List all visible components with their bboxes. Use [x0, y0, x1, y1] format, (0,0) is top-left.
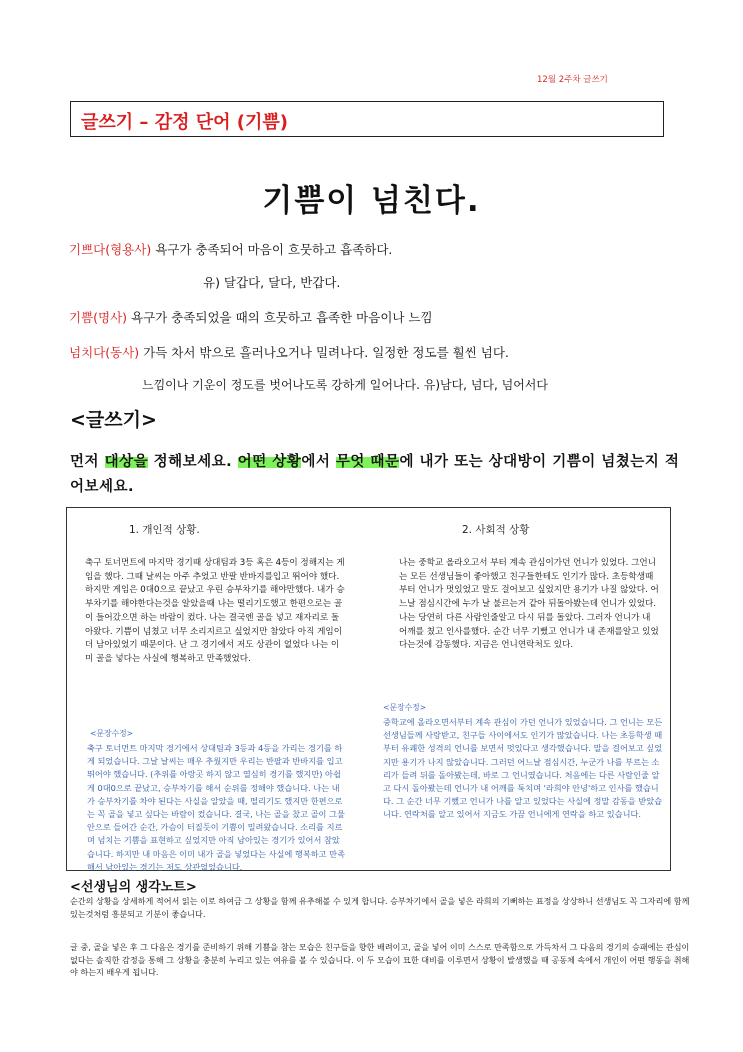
writing-instruction: [70, 450, 680, 500]
left-revision-text: 축구 토너먼트 마지막 경기에서 상대팀과 3등과 4등을 가리는 경기를 하게 되었습니다. 그날 날씨는 매우 추웠지만 우리는 반팔과 반바지를 입고 뛰어야 했습니다. (추위를 아랑곳 하지 않고 열심히 경기를 했지만) 아쉽게 0대0으로 끝났고, 승부차기를 해서 순위를 정해야 했습니다. 나는 내가 승부차기를 차야 된다는 사실을 알았을 때, 떨리기도 했지만 한편으로는 꼭 골을 넣고 싶다는 바람이 컸습니다. 결국, 나는 골을 찼고 골이 그물 안으로 들어간 순간, 가슴이 터질듯이 기쁨이 밀려왔습니다. 소리를 지르며 넘치는 기쁨을 표현하고 싶었지만 아직 남아있는 경기가 있어서 참았습니다. 하지만 내 마음은 이미 내가 골을 넣었다는 사실에 행복하고 만족해서 남아있는 경기는 저도 상관없었습니다.: [87, 743, 345, 872]
teacher-notes-paragraph-2: 글 중, 골을 넣은 후 그 다음은 경기를 준비하기 위해 기쁨을 참는 모습은 친구들을 향한 배려이고, 골을 넣어 이미 스스로 만족함으로 가득차서 그 다음의 경기의 승패에는 관심이 없다는 솔직한 감정을 통해 그 상황을 충분히 누리고 있는 여유를 볼 수 있습니다. 이 두 모습이 묘한 대비를 이루면서 상황이 발생했을 때 공동체 속에서 개인이 어떤 행동을 취해야 하는지 배우게 됩니다.: [70, 942, 690, 977]
right-column-title: 2. 사회적 상황: [462, 524, 530, 536]
instruction-text-2: 정해보세요.: [148, 454, 238, 470]
teacher-notes-paragraph-1: 순간의 상황을 상세하게 적어서 읽는 이로 하여금 그 상황을 함께 유추해볼 수 있게 합니다. 승부차기에서 골을 넣은 라희의 기뻐하는 표정을 상상하니 선생님도 꼭 그자리에 함께 있는것처럼 흥분되고 기분이 좋습니다.: [70, 896, 690, 919]
definition-2: [69, 308, 433, 326]
instruction-text-1: 먼저: [70, 454, 105, 470]
definition-3-text: 가득 차서 밖으로 흘러나오거나 밀려나다. 일정한 정도를 훨씬 넘다.: [139, 345, 509, 360]
definition-3-continued: 느낌이나 기운이 정도를 벗어나도록 강하게 일어나다. 유)남다, 넘다, 넘어서다: [142, 378, 548, 392]
definition-1-text: 욕구가 충족되어 마음이 흐뭇하고 흡족하다.: [151, 242, 393, 257]
definition-3: [69, 343, 509, 361]
headline: 기쁨이 넘친다.: [262, 183, 481, 219]
instruction-highlight-target: 대상을: [104, 454, 149, 470]
definition-2-text: 욕구가 충족되었을 때의 흐뭇하고 흡족한 마음이나 느낌: [127, 310, 433, 325]
left-revision-label: <문장수정>: [90, 729, 134, 738]
teacher-notes-title: <선생님의 생각노트>: [70, 880, 197, 895]
right-revision-text: 중학교에 올라오면서부터 계속 관심이 가던 언니가 있었습니다. 그 언니는 모든 선생님들께 사랑받고, 친구들 사이에서도 인기가 많았습니다. 나는 초등학생 때부터 유쾌한 성격의 언니를 보면서 멋있다고 생각했습니다. 말을 걸어보고 싶었지만 용기가 나지 않았습니다. 그러던 어느날 점심시간, 누군가 나를 부르는 소리가 들려 뒤를 돌아봤는데, 바로 그 언니였습니다. 처음에는 다른 사람인줄 알고 다시 돌아봤는데 언니가 내 어깨를 툭치며 '라희야 안녕'하고 인사를 했습니다. 그 순간 너무 기뻤고 언니가 나를 알고 있었다는 사실에 정말 감동을 받았습니다. 연락처를 알고 있어서 지금도 가끔 언니에게 연락을 하고 있습니다.: [383, 717, 663, 820]
title-box: [70, 101, 664, 137]
left-column-title: 1. 개인적 상황.: [129, 524, 200, 536]
left-column-text: 축구 토너먼트에 마지막 경기때 상대팀과 3등 혹은 4등이 정해지는 게임을 했다. 그때 날씨는 아주 추었고 반팔 반바지를입고 뛰어야 했다. 하지만 게임은 0대0으로 끝났고 우린 승부차기를 해야만했다. 내가 승부차기를 해야한다는것을 알았을때 나는 떨리기도했고 한편으로는 골이 들어갔으면 하는 바람이 컸다. 나는 결국엔 골을 넣고 재자리로 돌아왔다. 기쁨이 넘쳤고 너무 소리지르고 싶었지만 참았다 아직 게임이 더 남아있었기 때문이다. 난 그 경기에서 저도 상관이 없었다 나는 이미 골을 넣다는 사실에 행복하고 만족했었다.: [85, 558, 345, 664]
definition-3-term: 넘치다(동사): [69, 345, 140, 360]
instruction-highlight-reason: 무엇 때문: [335, 454, 400, 470]
instruction-text-4: 에 내가 또는 상대방이 기쁨이 넘쳤는지 적어보세요.: [70, 454, 680, 495]
instruction-highlight-situation: 어떤 상황: [237, 454, 302, 470]
definition-1: [69, 240, 392, 258]
definition-1-synonyms: 유) 달갑다, 달다, 반갑다.: [203, 275, 341, 290]
worksheet-title: 글쓰기 – 감정 단어 (기쁨): [81, 112, 289, 133]
right-column-text: 나는 중학교 올라오고서 부터 계속 관심이가던 언니가 있었다. 그언니는 모든 선생님들이 좋아했고 친구들한테도 인기가 많다. 초등학생때부터 언니가 멋있었고 말도 걸어보고 싶었지만 용기가 나질 않았다. 어느날 점심시간에 누가 날 불르는거 같아 뒤돌아봤는데 언니가 있었다. 나는 당연히 다른 사람인줄알고 다시 뒤를 돌았다. 그러자 언니가 내 어깨를 쳤고 인사를했다. 순간 너무 기뻤고 언니가 내 존재를알고 있었다는것에 감동했다. 지금은 언니연락처도 있다.: [399, 558, 659, 651]
definition-2-term: 기쁨(명사): [69, 310, 128, 325]
date-label: 12월 2주차 글쓰기: [537, 75, 608, 85]
instruction-text-3: 에서: [301, 454, 336, 470]
writing-section-title: <글쓰기>: [70, 409, 157, 431]
definition-1-term: 기쁘다(형용사): [69, 242, 152, 257]
right-revision-label: <문장수정>: [383, 703, 427, 712]
